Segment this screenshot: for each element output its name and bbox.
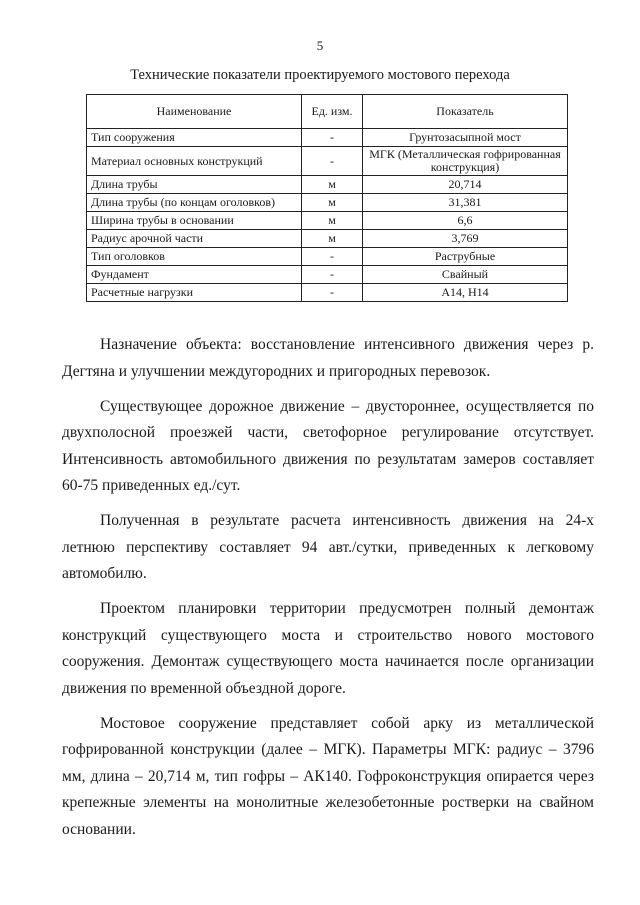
page-number: 5 — [316, 38, 324, 53]
row-name: Материал основных конструкций — [87, 147, 302, 176]
header-name: Наименование — [87, 95, 302, 129]
row-unit: - — [302, 129, 363, 147]
row-value: 20,714 — [363, 176, 568, 194]
row-unit: м — [302, 230, 363, 248]
row-name: Тип сооружения — [87, 129, 302, 147]
row-name: Радиус арочной части — [87, 230, 302, 248]
paragraph: Полученная в результате расчета интенсивность движения на 24-х летнюю перспективу составляет 94 авт./сутки, приведенных к легковому автомобилю. — [62, 512, 594, 582]
row-value: Свайный — [363, 266, 568, 284]
row-name: Фундамент — [87, 266, 302, 284]
row-value: 31,381 — [363, 194, 568, 212]
row-value: А14, Н14 — [363, 284, 568, 302]
row-unit: м — [302, 176, 363, 194]
table-row — [87, 230, 568, 248]
table-row — [87, 194, 568, 212]
paragraph: Мостовое сооружение представляет собой арку из металлической гофрированной конструкции (далее – МГК). Параметры МГК: радиус – 3796 мм, длина – 20,714 м, тип гофры – АК140. Гофроконструкция опирается через крепежные элементы на монолитные железобетонные ростверки на свайном основании. — [62, 714, 594, 838]
specifications-table — [86, 94, 568, 302]
paragraph: Существующее дорожное движение – двустороннее, осуществляется по двухполосной проезжей части, светофорное регулирование отсутствует. Интенсивность автомобильного движения по результатам замеров составляет 60-75 приведенных ед./сут. — [62, 397, 594, 494]
row-unit: - — [302, 284, 363, 302]
row-value: Раструбные — [363, 248, 568, 266]
table-row — [87, 284, 568, 302]
paragraph: Назначение объекта: восстановление интенсивного движения через р. Дегтяна и улучшении междугородних и пригородных перевозок. — [62, 336, 594, 380]
row-unit: - — [302, 147, 363, 176]
row-value: МГК (Металлическая гофрированная конструкция) — [363, 147, 568, 176]
row-name: Тип оголовков — [87, 248, 302, 266]
header-unit: Ед. изм. — [302, 95, 363, 129]
row-unit: - — [302, 266, 363, 284]
table-header-row — [87, 95, 568, 129]
row-value: 3,769 — [363, 230, 568, 248]
row-unit: м — [302, 212, 363, 230]
row-name: Расчетные нагрузки — [87, 284, 302, 302]
row-unit: - — [302, 248, 363, 266]
row-name: Длина трубы — [87, 176, 302, 194]
table-row — [87, 147, 568, 176]
header-value: Показатель — [363, 95, 568, 129]
row-unit: м — [302, 194, 363, 212]
table-row — [87, 248, 568, 266]
row-value: Грунтозасыпной мост — [363, 129, 568, 147]
row-name: Ширина трубы в основании — [87, 212, 302, 230]
table-row — [87, 176, 568, 194]
row-name: Длина трубы (по концам оголовков) — [87, 194, 302, 212]
table-row — [87, 212, 568, 230]
body-text — [62, 332, 594, 852]
table-row — [87, 129, 568, 147]
table-title: Технические показатели проектируемого мостового перехода — [130, 67, 510, 83]
row-value: 6,6 — [363, 212, 568, 230]
table-row — [87, 266, 568, 284]
paragraph: Проектом планировки территории предусмотрен полный демонтаж конструкций существующего моста и строительство нового мостового сооружения. Демонтаж существующего моста начинается после организации движения по временной объездной дороге. — [62, 600, 594, 697]
